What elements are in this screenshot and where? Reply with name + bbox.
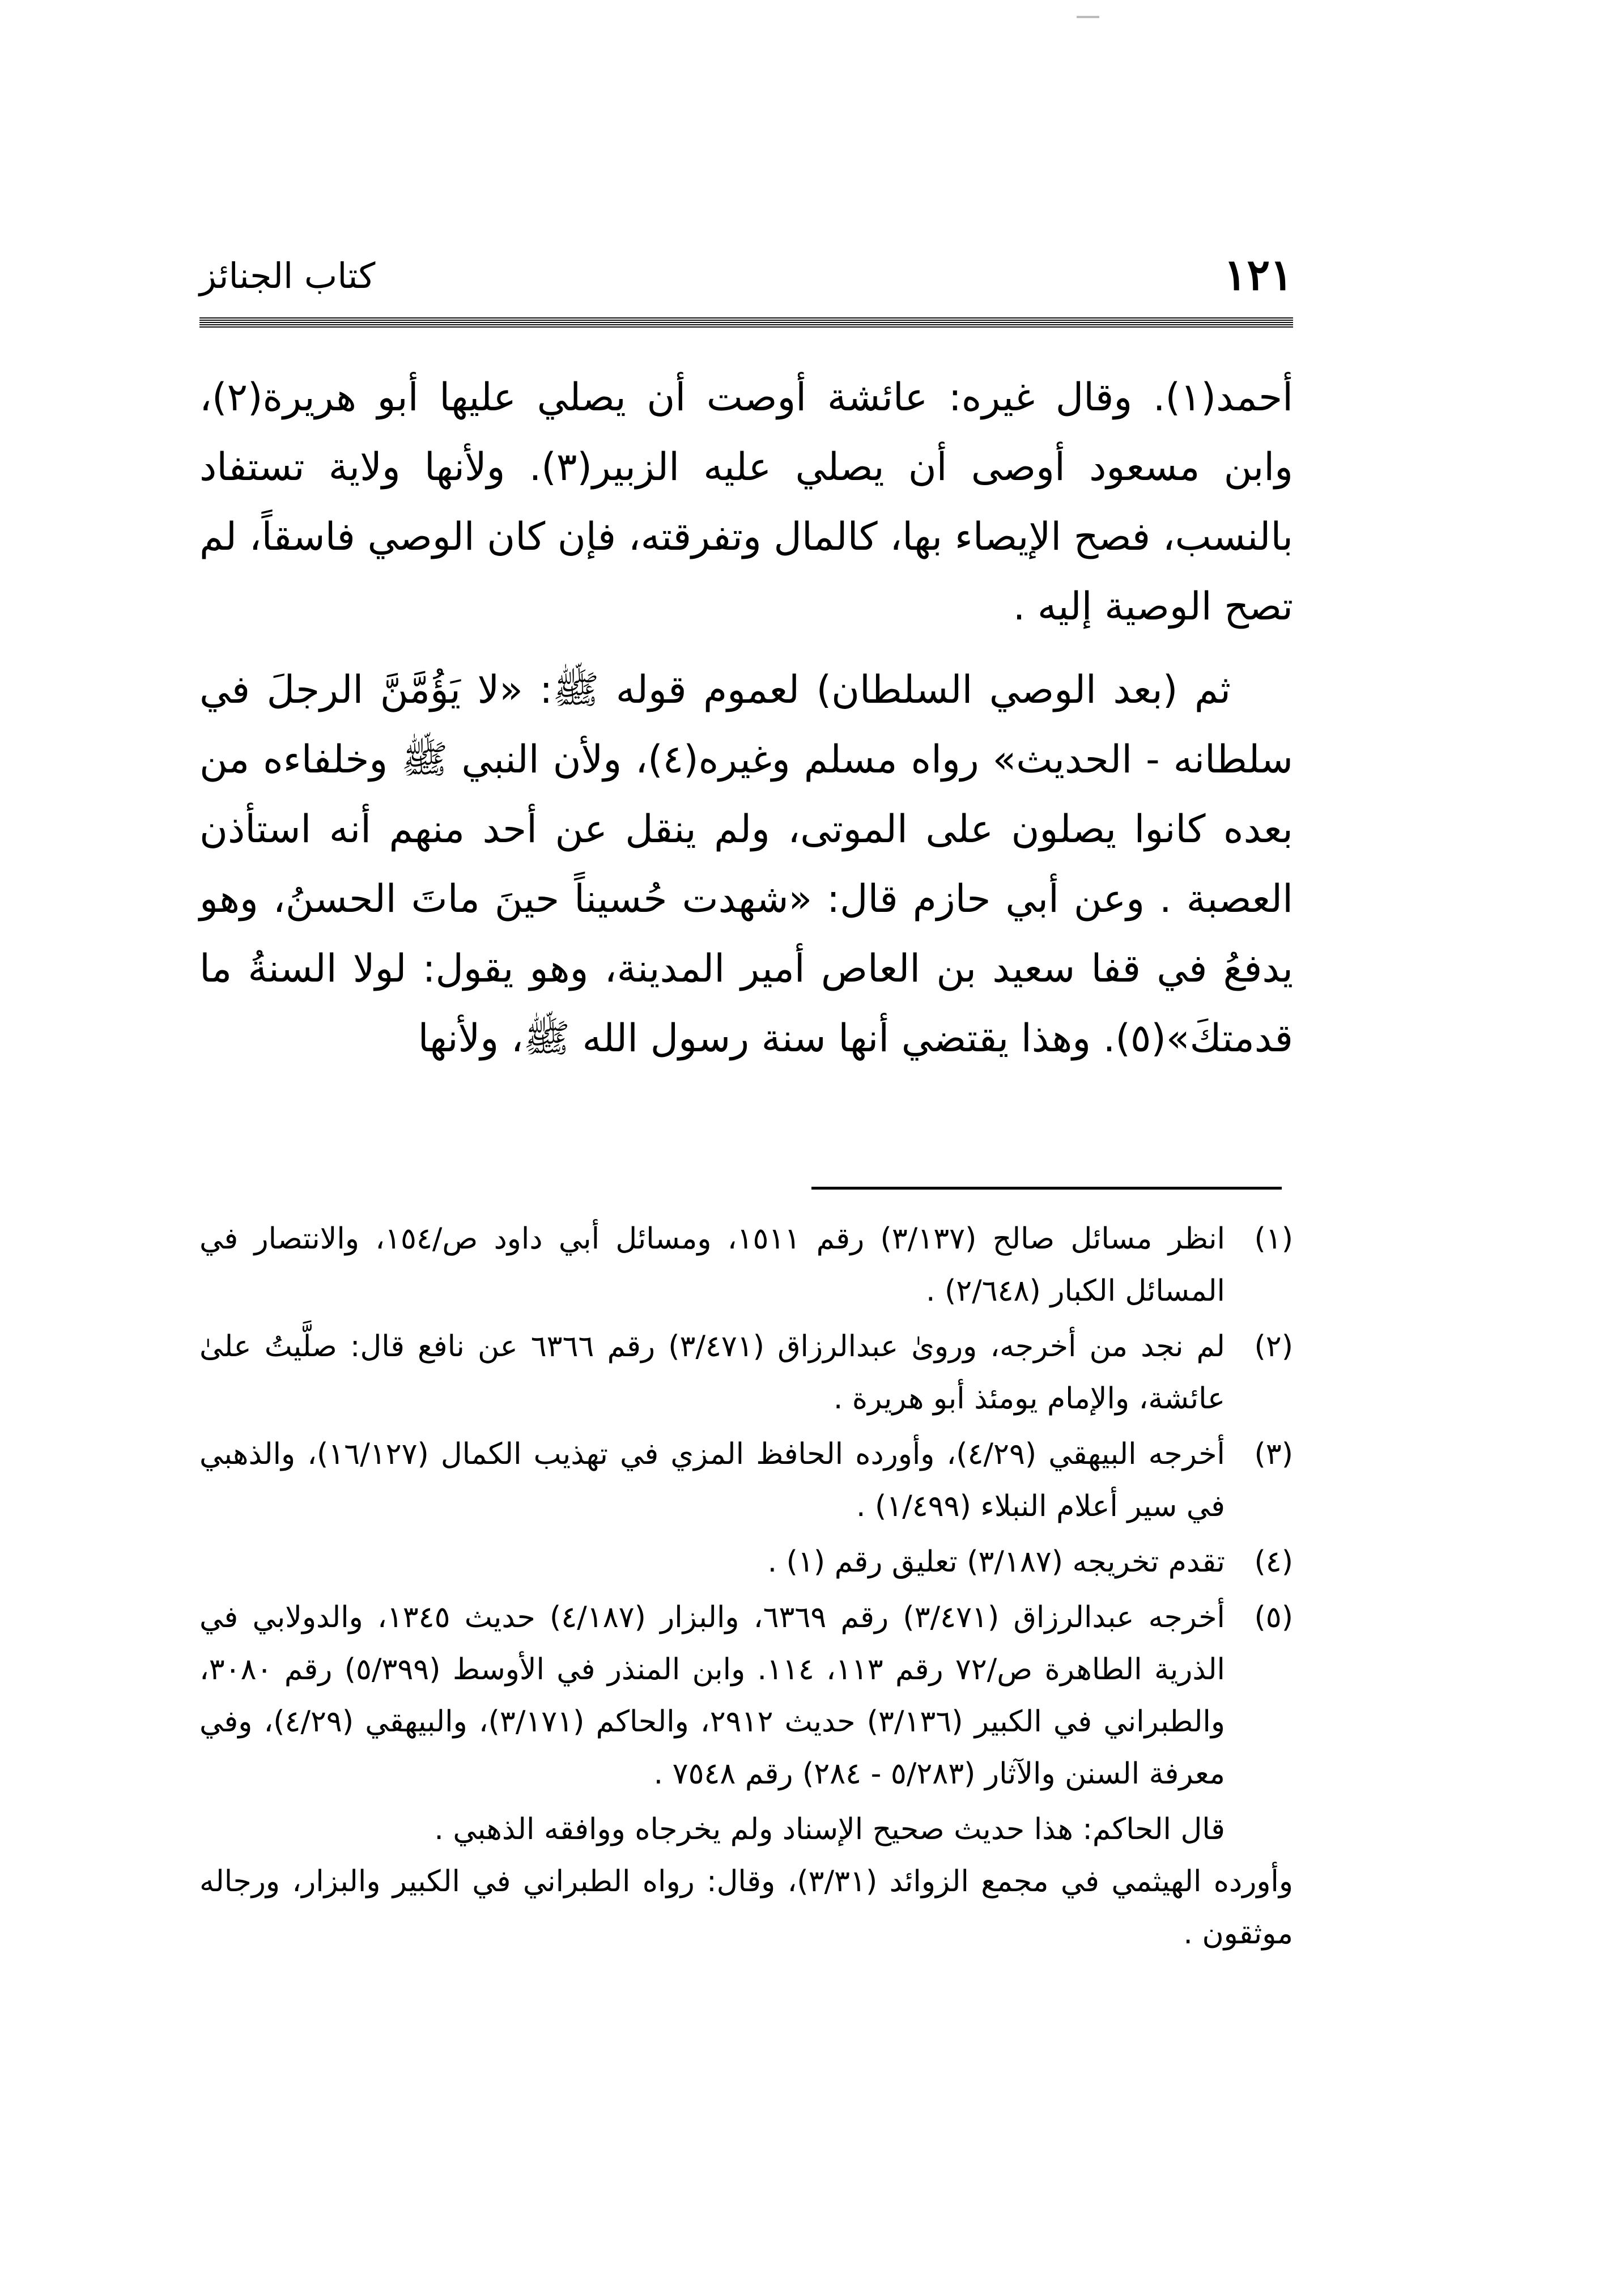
paragraph: أحمد(١). وقال غيره: عائشة أوصت أن يصلي عليها أبو هريرة(٢)، وابن مسعود أوصى أن يصلي عليه الزبير(٣). ولأنها ولاية تستفاد بالنسب، فصح الإيصاء بها، كالمال وتفرقته، فإن كان الوصي فاسقاً، لم تصح الوصية إليه . [199,375,1293,629]
footnote [199,1320,1293,1425]
main-text [199,363,1293,1087]
footnote-number: (٣) [1254,1437,1293,1471]
scan-mark [1077,16,1099,18]
paragraph: ثم (بعد الوصي السلطان) لعموم قوله ﷺ: «لا يَؤُمَّنَّ الرجلَ في سلطانه - الحديث» رواه مسلم وغيره(٤)، ولأن النبي ﷺ وخلفاءه من بعده كانوا يصلون على الموتى، ولم ينقل عن أحد منهم أنه استأذن العصبة . وعن أبي حازم قال: «شهدت حُسيناً حينَ ماتَ الحسنُ، وهو يدفعُ في قفا سعيد بن العاص أمير المدينة، وهو يقول: لولا السنةُ ما قدمتكَ»(٥). وهذا يقتضي أنها سنة رسول الله ﷺ، ولأنها [199,668,1293,1061]
page-number: ١٢١ [1223,249,1293,300]
footnote-note: قال الحاكم: هذا حديث صحيح الإسناد ولم يخرجاه ووافقه الذهبي . [434,1812,1225,1846]
running-title: كتاب الجنائز [199,255,376,296]
footnote-rule [811,1187,1282,1190]
footnote-text: لم نجد من أخرجه، وروىٰ عبدالرزاق (٣/٤٧١) رقم ٦٣٦٦ عن نافع قال: صلَّيتُ علىٰ عائشة، والإمام يومئذ أبو هريرة . [199,1330,1225,1416]
footnote-number: (١) [1254,1222,1293,1256]
footnote [199,1536,1293,1588]
footnote-text: أخرجه البيهقي (٤/٢٩)، وأورده الحافظ المزي في تهذيب الكمال (١٦/١٢٧)، والذهبي في سير أعلام النبلاء (١/٤٩٩) . [199,1437,1225,1523]
footnote [199,1428,1293,1532]
footnote-text: تقدم تخريجه (٣/١٨٧) تعليق رقم (١) . [767,1545,1225,1579]
page-header [199,249,1293,312]
footnote-text: أخرجه عبدالرزاق (٣/٤٧١) رقم ٦٣٦٩، والبزار (٤/١٨٧) حديث ١٣٤٥، والدولابي في الذرية الطاهرة ص/٧٢ رقم ١١٣، ١١٤. وابن المنذر في الأوسط (٥/٣٩٩) رقم ٣٠٨٠، والطبراني في الكبير (٣/١٣٦) حديث ٢٩١٢، والحاكم (٣/١٧١)، والبيهقي (٤/٢٩)، وفي معرفة السنن والآثار (٥/٢٨٣ - ٢٨٤) رقم ٧٥٤٨ . [199,1600,1225,1791]
header-rule [199,317,1293,328]
footnote [199,1591,1293,1800]
footnote-number: (٤) [1254,1545,1293,1579]
footnote-number: (٢) [1254,1330,1293,1364]
footnote-note: وأورده الهيثمي في مجمع الزوائد (٣/٣١)، وقال: رواه الطبراني في الكبير والبزار، ورجاله موثقون . [199,1865,1293,1951]
footnotes [199,1213,1293,1960]
footnote-number: (٥) [1254,1600,1293,1634]
footnote-text: انظر مسائل صالح (٣/١٣٧) رقم ١٥١١، ومسائل أبي داود ص/١٥٤، والانتصار في المسائل الكبار (٢/٦٤٨) . [199,1222,1226,1308]
footnote [199,1213,1293,1317]
